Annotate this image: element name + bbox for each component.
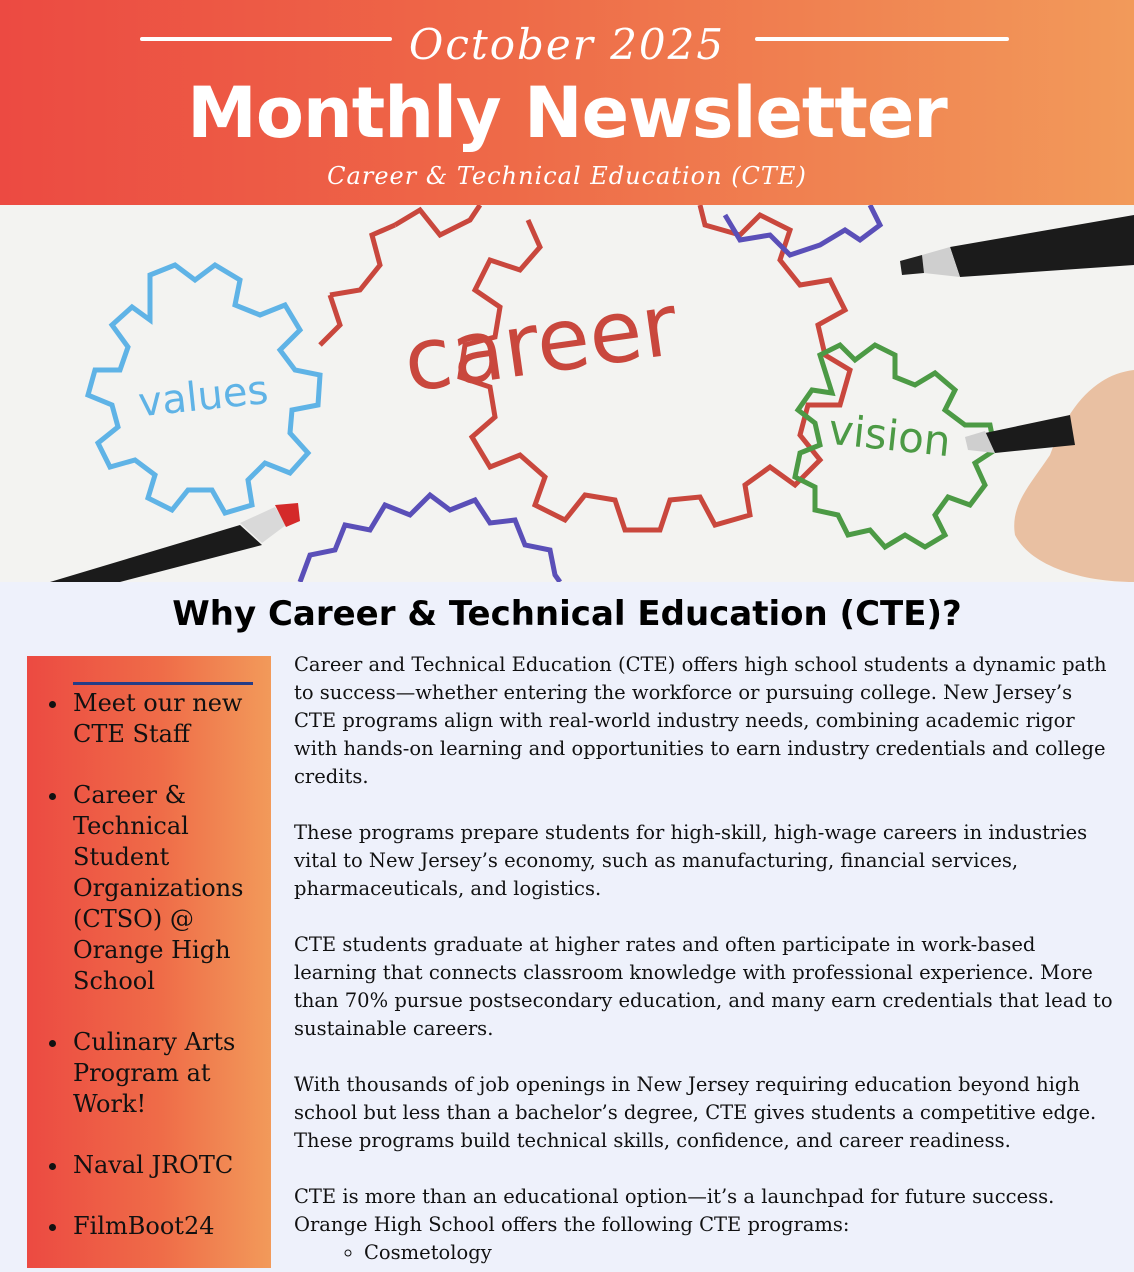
paragraph: CTE students graduate at higher rates and often participate in work-based learning that connects classroom knowledge with professional experience. More than 70% pursue postsecondary education, and many earn credentials that lead to sustainable careers. bbox=[294, 933, 1113, 1040]
values-word: values bbox=[136, 366, 271, 427]
purple-gear bbox=[300, 205, 880, 582]
section-title: Why Career & Technical Education (CTE)? bbox=[172, 594, 962, 634]
marker-bottom-left bbox=[50, 503, 300, 582]
article-body bbox=[294, 651, 1114, 1267]
hand-with-marker bbox=[965, 370, 1134, 582]
issue-date: October 2025 bbox=[408, 20, 726, 69]
toc-list bbox=[27, 688, 263, 1272]
program-item: ◦ Cosmetology bbox=[364, 1239, 1114, 1267]
sidebar-divider bbox=[73, 682, 253, 685]
paragraph: CTE is more than an educational option—it’s a launchpad for future success. Orange High School offers the following CTE programs: bbox=[294, 1185, 1055, 1236]
hero-image bbox=[0, 205, 1134, 582]
newsletter-subtitle: Career & Technical Education (CTE) bbox=[327, 162, 807, 190]
marker-top-right bbox=[900, 215, 1134, 277]
newsletter-title: Monthly Newsletter bbox=[187, 72, 947, 154]
toc-item: Meet our new CTE Staff bbox=[73, 688, 263, 750]
toc-item: Naval JROTC bbox=[73, 1150, 263, 1181]
paragraph: With thousands of job openings in New Jersey requiring education beyond high school but less than a bachelor’s degree, CTE gives students a competitive edge. These programs build technical skills, confidence, and career readiness. bbox=[294, 1073, 1097, 1152]
gears-illustration bbox=[0, 205, 1134, 582]
paragraph: These programs prepare students for high-skill, high-wage careers in industries vital to New Jersey’s economy, such as manufacturing, financial services, pharmaceuticals, and logistics. bbox=[294, 821, 1088, 900]
career-word: career bbox=[397, 274, 684, 413]
sidebar-toc bbox=[27, 656, 271, 1268]
paragraph: Career and Technical Education (CTE) offers high school students a dynamic path to success—whether entering the workforce or pursuing college. New Jersey’s CTE programs align with real-world industry needs, combining academic rigor with hands-on learning and opportunities to earn industry credentials and college credits. bbox=[294, 653, 1107, 788]
toc-item: FilmBoot24 bbox=[73, 1211, 263, 1242]
program-list bbox=[294, 1239, 1114, 1267]
vision-word: vision bbox=[826, 404, 954, 467]
newsletter-header bbox=[0, 0, 1134, 205]
toc-item: Career & Technical Student Organizations (CTSO) @ Orange High School bbox=[73, 780, 263, 997]
toc-item: Culinary Arts Program at Work! bbox=[73, 1027, 263, 1120]
